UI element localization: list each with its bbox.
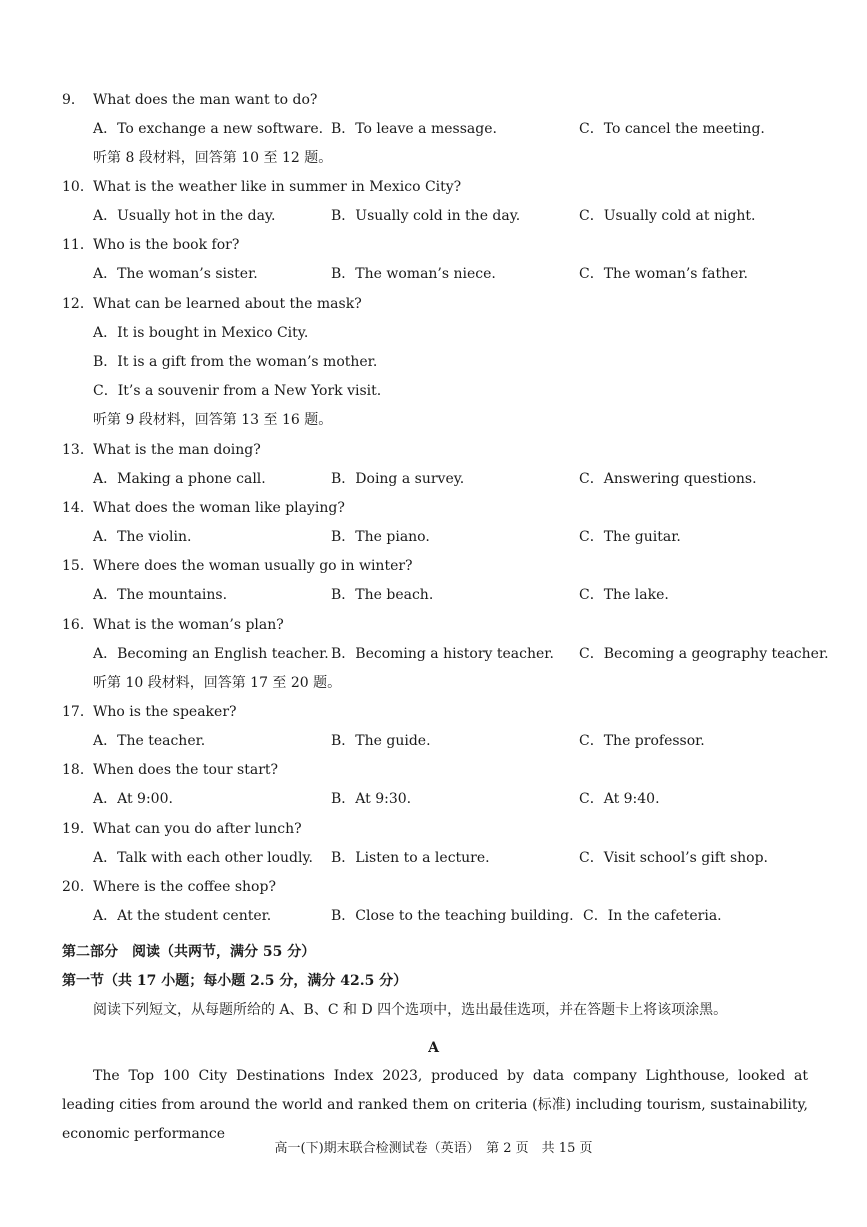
option-9c: C．To cancel the meeting. — [579, 121, 765, 137]
option-20c: C．In the cafeteria. — [583, 908, 722, 924]
option-17a: A．The teacher. — [93, 733, 206, 749]
option-18a: A．At 9:00. — [93, 791, 173, 807]
option-18c: C．At 9:40. — [579, 791, 660, 807]
question-20: 20．Where is the coffee shop? — [62, 879, 276, 895]
section-one-title: 第一节（共 17 小题；每小题 2.5 分，满分 42.5 分） — [62, 973, 408, 989]
instruction-section-8: 听第 8 段材料，回答第 10 至 12 题。 — [93, 150, 333, 166]
question-13: 13．What is the man doing? — [62, 442, 261, 458]
option-19b: B．Listen to a lecture. — [331, 850, 490, 866]
option-19a: A．Talk with each other loudly. — [93, 850, 313, 866]
option-14a: A．The violin. — [93, 529, 192, 545]
option-11a: A．The woman’s sister. — [93, 266, 258, 282]
question-19: 19．What can you do after lunch? — [62, 821, 302, 837]
option-17b: B．The guide. — [331, 733, 431, 749]
passage-label: A — [428, 1040, 439, 1056]
question-9: 9． What does the man want to do? — [62, 92, 318, 108]
option-16a: A．Becoming an English teacher. — [93, 646, 329, 662]
option-20a: A．At the student center. — [93, 908, 272, 924]
instruction-section-9: 听第 9 段材料，回答第 13 至 16 题。 — [93, 412, 333, 428]
option-13b: B．Doing a survey. — [331, 471, 465, 487]
passage-text: The Top 100 City Destinations Index 2023, produced by data company Lighthouse, looked at leading cities from around the world and ranked them on criteria (标准) including tourism, sustainability, economic performance — [62, 1068, 808, 1142]
question-10: 10．What is the weather like in summer in Mexico City? — [62, 179, 462, 195]
instruction-section-10: 听第 10 段材料，回答第 17 至 20 题。 — [93, 675, 342, 691]
part-two-title: 第二部分 阅读（共两节，满分 55 分） — [62, 944, 316, 960]
page-footer: 高一(下)期末联合检测试卷（英语） 第 2 页 共 15 页 — [274, 1141, 593, 1156]
question-18: 18．When does the tour start? — [62, 762, 279, 778]
question-15: 15．Where does the woman usually go in winter? — [62, 558, 413, 574]
option-11c: C．The woman’s father. — [579, 266, 748, 282]
option-11b: B．The woman’s niece. — [331, 266, 496, 282]
option-15b: B．The beach. — [331, 587, 434, 603]
option-16c: C．Becoming a geography teacher. — [579, 646, 829, 662]
option-10a: A．Usually hot in the day. — [93, 208, 276, 224]
option-12c: C．It’s a souvenir from a New York visit. — [93, 383, 382, 399]
question-14: 14．What does the woman like playing? — [62, 500, 345, 516]
option-12b: B．It is a gift from the woman’s mother. — [93, 354, 378, 370]
option-9a: A．To exchange a new software. — [93, 121, 324, 137]
question-12: 12．What can be learned about the mask? — [62, 296, 362, 312]
option-14b: B．The piano. — [331, 529, 430, 545]
question-16: 16．What is the woman’s plan? — [62, 617, 284, 633]
option-14c: C．The guitar. — [579, 529, 681, 545]
reading-instruction: 阅读下列短文，从每题所给的 A、B、C 和 D 四个选项中，选出最佳选项，并在答题卡上将该项涂黑。 — [93, 1002, 728, 1018]
option-13c: C．Answering questions. — [579, 471, 757, 487]
question-17: 17．Who is the speaker? — [62, 704, 237, 720]
option-12a: A．It is bought in Mexico City. — [93, 325, 309, 341]
option-18b: B．At 9:30. — [331, 791, 412, 807]
option-9b: B．To leave a message. — [331, 121, 497, 137]
option-17c: C．The professor. — [579, 733, 705, 749]
option-10c: C．Usually cold at night. — [579, 208, 756, 224]
option-10b: B．Usually cold in the day. — [331, 208, 521, 224]
option-19c: C．Visit school’s gift shop. — [579, 850, 768, 866]
option-20b: B．Close to the teaching building. — [331, 908, 574, 924]
option-15c: C．The lake. — [579, 587, 669, 603]
option-13a: A．Making a phone call. — [93, 471, 266, 487]
option-16b: B．Becoming a history teacher. — [331, 646, 554, 662]
option-15a: A．The mountains. — [93, 587, 228, 603]
question-11: 11．Who is the book for? — [62, 237, 240, 253]
